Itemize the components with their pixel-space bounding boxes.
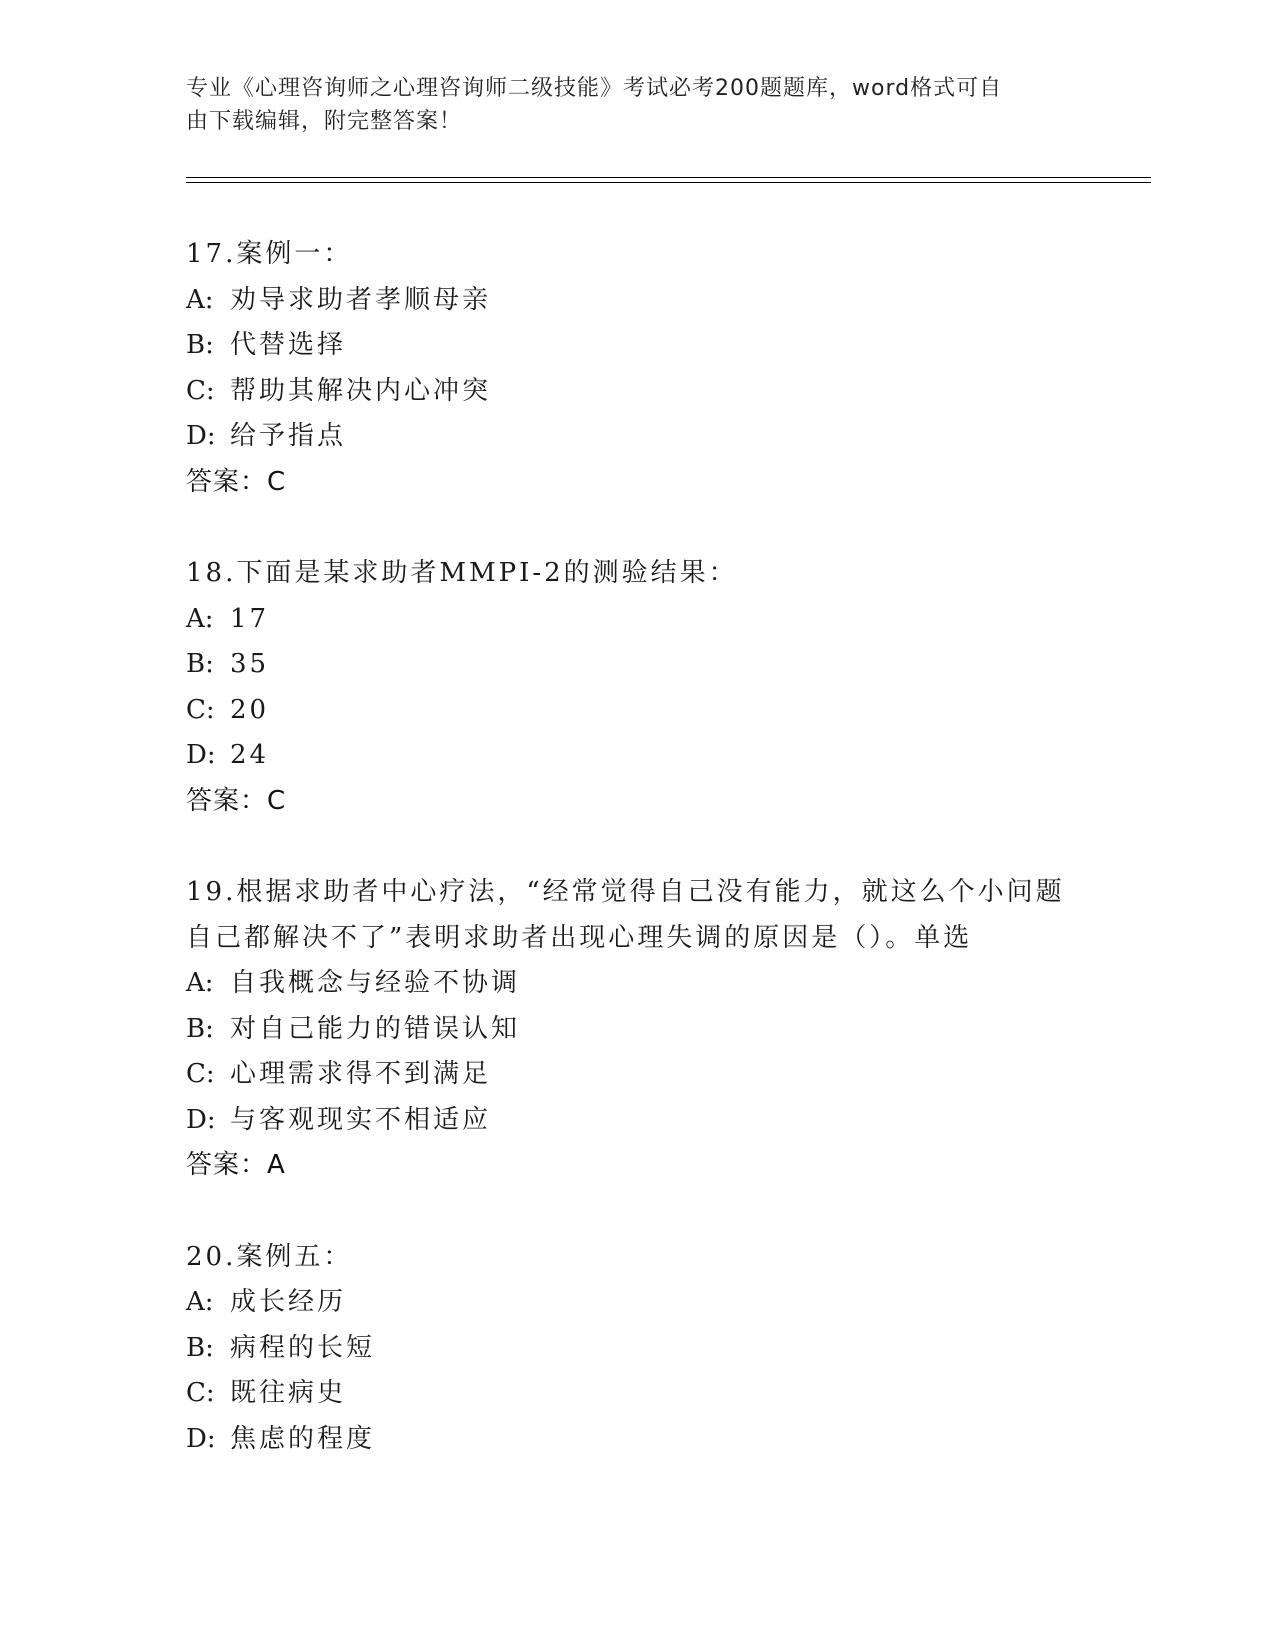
option-text: 给予指点	[230, 421, 347, 451]
option-label: A:	[186, 1287, 214, 1317]
option-text: 劝导求助者孝顺母亲	[230, 284, 492, 315]
option-label: C:	[186, 1059, 215, 1089]
header-line-2: 由下载编辑，附完整答案！	[186, 109, 463, 134]
option-label: D:	[186, 1423, 216, 1454]
option-label: B:	[186, 1332, 214, 1363]
option-a	[186, 1280, 1086, 1326]
option-text: 焦虑的程度	[230, 1423, 376, 1454]
question-20	[186, 1235, 1086, 1463]
option-b	[186, 323, 1086, 369]
option-label: B:	[186, 649, 214, 679]
option-c	[186, 1052, 1086, 1098]
option-label: A:	[186, 968, 214, 998]
option-d	[186, 1417, 1086, 1463]
option-a	[186, 961, 1086, 1007]
question-stem: 20.案例五：	[186, 1241, 353, 1272]
option-c	[186, 688, 1086, 734]
question-18	[186, 551, 1086, 824]
option-text: 24	[230, 740, 270, 770]
option-text: 自我概念与经验不协调	[230, 968, 521, 998]
option-label: A:	[186, 603, 214, 634]
option-text: 代替选择	[230, 330, 347, 360]
option-d	[186, 733, 1086, 779]
option-text: 既往病史	[230, 1378, 347, 1408]
header-rule-top	[186, 177, 1151, 178]
option-label: B:	[186, 330, 214, 360]
question-19	[186, 870, 1086, 1189]
question-stem: 17.案例一：	[186, 239, 353, 269]
option-label: B:	[186, 1013, 214, 1044]
option-text: 与客观现实不相适应	[230, 1104, 492, 1135]
question-17	[186, 232, 1086, 505]
option-label: D:	[186, 421, 216, 451]
question-stem-line-2: 自己都解决不了”表明求助者出现心理失调的原因是（）。单选	[186, 922, 973, 953]
option-text: 20	[230, 694, 270, 725]
option-label: C:	[186, 1378, 215, 1408]
option-b	[186, 1326, 1086, 1372]
option-text: 成长经历	[230, 1287, 347, 1317]
option-b	[186, 1007, 1086, 1053]
question-list	[186, 232, 1086, 1508]
option-a	[186, 278, 1086, 324]
document-header	[186, 72, 1066, 138]
answer-text: 答案：C	[186, 466, 287, 497]
header-rule-bottom	[186, 182, 1151, 183]
option-d	[186, 414, 1086, 460]
question-stem-line-1: 19.根据求助者中心疗法，“经常觉得自己没有能力，就这么个小问题	[186, 877, 1065, 907]
answer-text: 答案：C	[186, 785, 287, 816]
option-text: 病程的长短	[230, 1332, 376, 1363]
option-d	[186, 1098, 1086, 1144]
option-c	[186, 1371, 1086, 1417]
option-text: 帮助其解决内心冲突	[230, 375, 492, 406]
option-text: 35	[230, 649, 270, 679]
option-label: D:	[186, 1104, 216, 1135]
option-text: 心理需求得不到满足	[230, 1059, 492, 1089]
option-label: D:	[186, 740, 216, 770]
question-stem: 18.下面是某求助者MMPI-2的测验结果：	[186, 558, 738, 588]
option-c	[186, 369, 1086, 415]
option-label: C:	[186, 694, 215, 725]
answer-text: 答案：A	[186, 1150, 286, 1180]
option-a	[186, 597, 1086, 643]
option-label: A:	[186, 284, 214, 315]
option-text: 对自己能力的错误认知	[230, 1013, 521, 1044]
option-b	[186, 642, 1086, 688]
option-label: C:	[186, 375, 215, 406]
option-text: 17	[230, 603, 270, 634]
header-line-1: 专业《心理咨询师之心理咨询师二级技能》考试必考200题题库，word格式可自	[186, 76, 1003, 101]
